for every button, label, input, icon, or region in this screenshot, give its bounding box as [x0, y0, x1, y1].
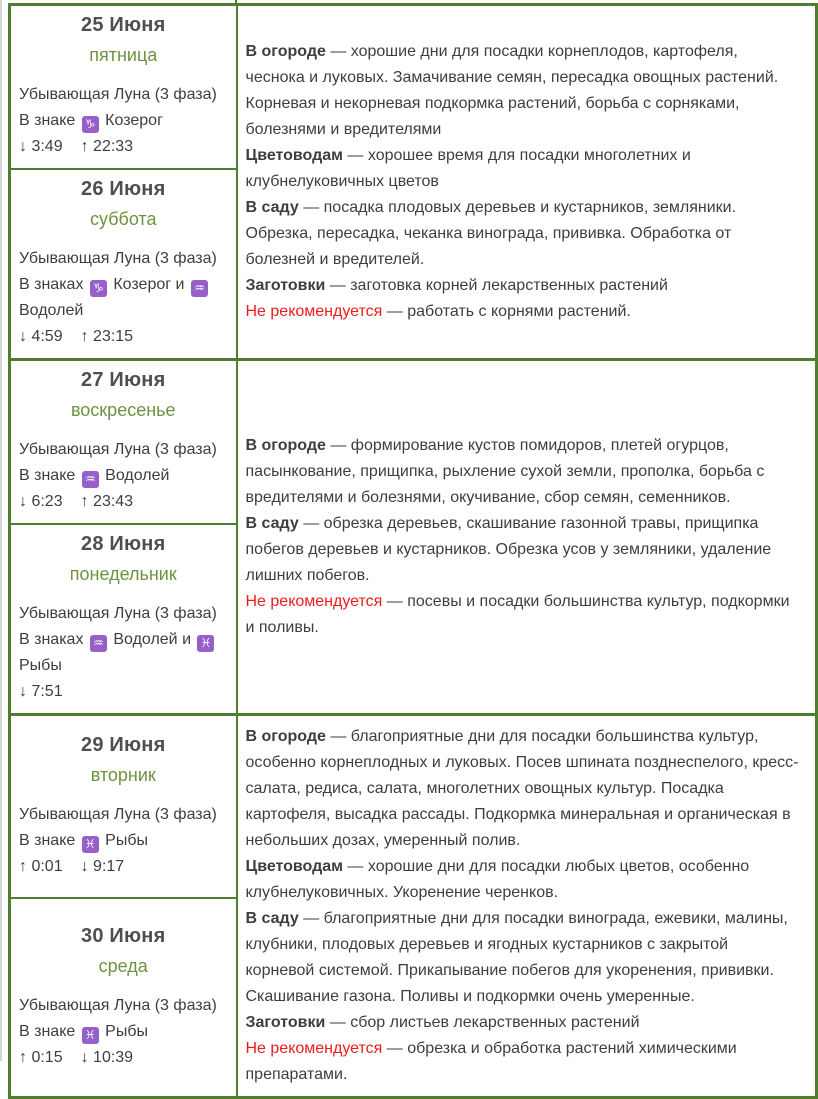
weekday-label: понедельник [69, 564, 177, 584]
advice-cell [237, 715, 817, 1098]
lunar-calendar-table [8, 3, 818, 1099]
moon-info [19, 437, 228, 515]
weekday-label: суббота [90, 209, 157, 229]
advice-label: Цветоводам [245, 147, 343, 164]
date-title: 27 Июня [81, 369, 166, 391]
zodiac-text: Водолей [19, 302, 84, 319]
moon-time: ↓ 6:23 [19, 493, 63, 510]
zodiac-pisces-icon: ♓ [197, 635, 214, 652]
date-title: 26 Июня [81, 178, 166, 200]
weekday-label: среда [98, 955, 148, 976]
date-title: 28 Июня [81, 533, 166, 555]
moon-info [19, 601, 228, 705]
advice-paragraph [246, 195, 802, 273]
zodiac-text: В знаках [19, 276, 84, 293]
advice-label: Цветоводам [245, 858, 343, 875]
advice-paragraph [246, 1036, 802, 1088]
advice-paragraph [246, 299, 802, 325]
zodiac-pisces-icon: ♓ [82, 836, 99, 853]
day-cell [10, 898, 237, 1097]
weekday-label: воскресенье [70, 400, 176, 420]
zodiac-text: Рыбы [105, 1022, 149, 1040]
moon-time: ↑ 0:01 [19, 857, 63, 875]
zodiac-capricorn-icon: ♑ [90, 280, 107, 297]
zodiac-line [19, 1019, 228, 1045]
advice-label: В огороде [245, 728, 326, 745]
day-cell [10, 360, 237, 525]
zodiac-text: Козерог и [113, 276, 185, 293]
advice-label: В саду [245, 515, 299, 532]
zodiac-line [19, 272, 228, 324]
moon-time: ↓ 4:59 [19, 328, 63, 345]
moon-time: ↑ 22:33 [80, 138, 134, 155]
zodiac-text: Рыбы [105, 831, 149, 849]
advice-paragraph [246, 39, 802, 143]
advice-paragraph [246, 433, 802, 511]
moon-time: ↑ 23:43 [80, 493, 134, 510]
moonrise-set-times [19, 134, 228, 160]
zodiac-pisces-icon: ♓ [82, 1027, 99, 1044]
moon-time: ↓ 9:17 [80, 857, 125, 875]
moonrise-set-times [19, 324, 228, 350]
zodiac-line [19, 627, 228, 679]
advice-label: Заготовки [245, 1014, 326, 1031]
advice-text: — хорошие дни для посадки корнеплодов, картофеля, чеснока и луковых. Замачивание семян, пересадка овощных растений. Корневая и некорневая подкормка растений, борьба с сорняками, болезнями и вредителями [245, 43, 779, 138]
day-row [10, 5, 817, 170]
advice-text: — посадка плодовых деревьев и кустарников, земляники. Обрезка, пересадка, чеканка винограда, прививка. Обработка от болезней и вредителей. [245, 199, 737, 268]
date-title: 30 Июня [81, 924, 166, 947]
moon-time: ↑ 0:15 [19, 1048, 63, 1066]
day-cell [10, 715, 237, 899]
advice-paragraph [246, 143, 802, 195]
advice-text: — благоприятные дни для посадки винограда, ежевики, малины, клубники, плодовых деревьев и ягодных кустарников с закрытой корневой системой. Прикапывание побегов для укоренения, прививки. Скашивание газона. Поливы и подкормки очень умеренные. [245, 910, 788, 1005]
advice-text: — заготовка корней лекарственных растений [325, 277, 668, 294]
moon-time: ↓ 3:49 [19, 138, 63, 155]
zodiac-text: В знаке [19, 831, 76, 849]
moon-phase: Убывающая Луна (3 фаза) [19, 605, 217, 622]
advice-paragraph [246, 854, 802, 906]
advice-label: В огороде [245, 437, 326, 454]
advice-paragraph [246, 511, 802, 589]
zodiac-text: Рыбы [19, 657, 62, 674]
zodiac-line [19, 108, 228, 134]
day-cell [10, 169, 237, 360]
date-title: 29 Июня [81, 733, 166, 756]
advice-text: — хорошее время для посадки многолетних и клубнелуковичных цветов [245, 147, 691, 190]
moon-phase: Убывающая Луна (3 фаза) [19, 86, 217, 103]
zodiac-aquarius-icon: ♒ [90, 635, 107, 652]
advice-cell [237, 5, 817, 360]
weekday-label: вторник [90, 764, 156, 785]
moon-info [19, 802, 228, 880]
calendar-body [10, 5, 817, 1098]
advice-cell [237, 360, 817, 715]
advice-paragraph [246, 273, 802, 299]
day-cell [10, 524, 237, 715]
zodiac-text: Водолей [105, 467, 170, 484]
advice-paragraph [246, 1010, 802, 1036]
advice-label: В саду [245, 910, 299, 927]
zodiac-aquarius-icon: ♒ [82, 471, 99, 488]
advice-paragraph [246, 724, 802, 854]
moonrise-set-times [19, 679, 228, 705]
date-title: 25 Июня [81, 14, 166, 36]
zodiac-text: Козерог [105, 112, 163, 129]
moon-time: ↓ 7:51 [19, 683, 63, 700]
lunar-calendar-page [8, 0, 815, 1099]
advice-text: — формирование кустов помидоров, плетей огурцов, пасынкование, прищипка, рыхление сухой земли, прополка, борьба с вредителями и болезнями, окучивание, сбор семян, семенников. [245, 437, 765, 506]
moon-phase: Убывающая Луна (3 фаза) [19, 805, 217, 823]
moonrise-set-times [19, 1045, 228, 1071]
advice-text: — сбор листьев лекарственных растений [325, 1014, 640, 1031]
advice-text: — обрезка деревьев, скашивание газонной травы, прищипка побегов деревьев и кустарников. Обрезка усов у земляники, удаление лишних побегов. [245, 515, 772, 584]
moon-time: ↑ 23:15 [80, 328, 134, 345]
weekday-label: пятница [89, 45, 158, 65]
moon-info [19, 993, 228, 1071]
zodiac-text: В знаке [19, 1022, 76, 1040]
advice-paragraph [246, 906, 802, 1010]
zodiac-text: В знаке [19, 112, 76, 129]
zodiac-text: В знаке [19, 467, 76, 484]
moon-time: ↓ 10:39 [80, 1048, 134, 1066]
day-cell [10, 5, 237, 170]
page-left-edge [0, 0, 2, 1061]
advice-label: В саду [245, 199, 299, 216]
moon-info [19, 246, 228, 350]
moonrise-set-times [19, 489, 228, 515]
not-recommended-label: Не рекомендуется [245, 1040, 383, 1057]
advice-label: Заготовки [245, 277, 326, 294]
zodiac-aquarius-icon: ♒ [191, 280, 208, 297]
zodiac-line [19, 463, 228, 489]
zodiac-line [19, 828, 228, 854]
advice-text: — посевы и посадки большинства культур, подкормки и поливы. [245, 593, 790, 636]
advice-text: — работать с корнями растений. [382, 303, 631, 320]
previous-row-edge [8, 0, 815, 3]
moon-phase: Убывающая Луна (3 фаза) [19, 996, 217, 1014]
advice-text: — обрезка и обработка растений химическими препаратами. [245, 1040, 737, 1083]
not-recommended-label: Не рекомендуется [245, 303, 383, 320]
not-recommended-label: Не рекомендуется [245, 593, 383, 610]
zodiac-text: Водолей и [113, 631, 191, 648]
zodiac-capricorn-icon: ♑ [82, 116, 99, 133]
advice-text: — хорошие дни для посадки любых цветов, особенно клубнелуковичных. Укоренение черенков. [245, 858, 750, 901]
moonrise-set-times [19, 854, 228, 880]
moon-phase: Убывающая Луна (3 фаза) [19, 250, 217, 267]
day-row [10, 715, 817, 899]
previous-row-divider [235, 0, 237, 3]
zodiac-text: В знаках [19, 631, 84, 648]
day-row [10, 360, 817, 525]
advice-paragraph [246, 589, 802, 641]
moon-phase: Убывающая Луна (3 фаза) [19, 441, 217, 458]
advice-label: В огороде [245, 43, 326, 60]
advice-text: — благоприятные дни для посадки большинства культур, особенно корнеплодных и луковых. Посев шпината позднеспелого, кресс-салата, редиса, салата, многолетних овощных культур. Посадка картофеля, высадка рассады. Подкормка минеральная и органическая в небольших дозах, умеренный полив. [245, 728, 799, 849]
moon-info [19, 82, 228, 160]
